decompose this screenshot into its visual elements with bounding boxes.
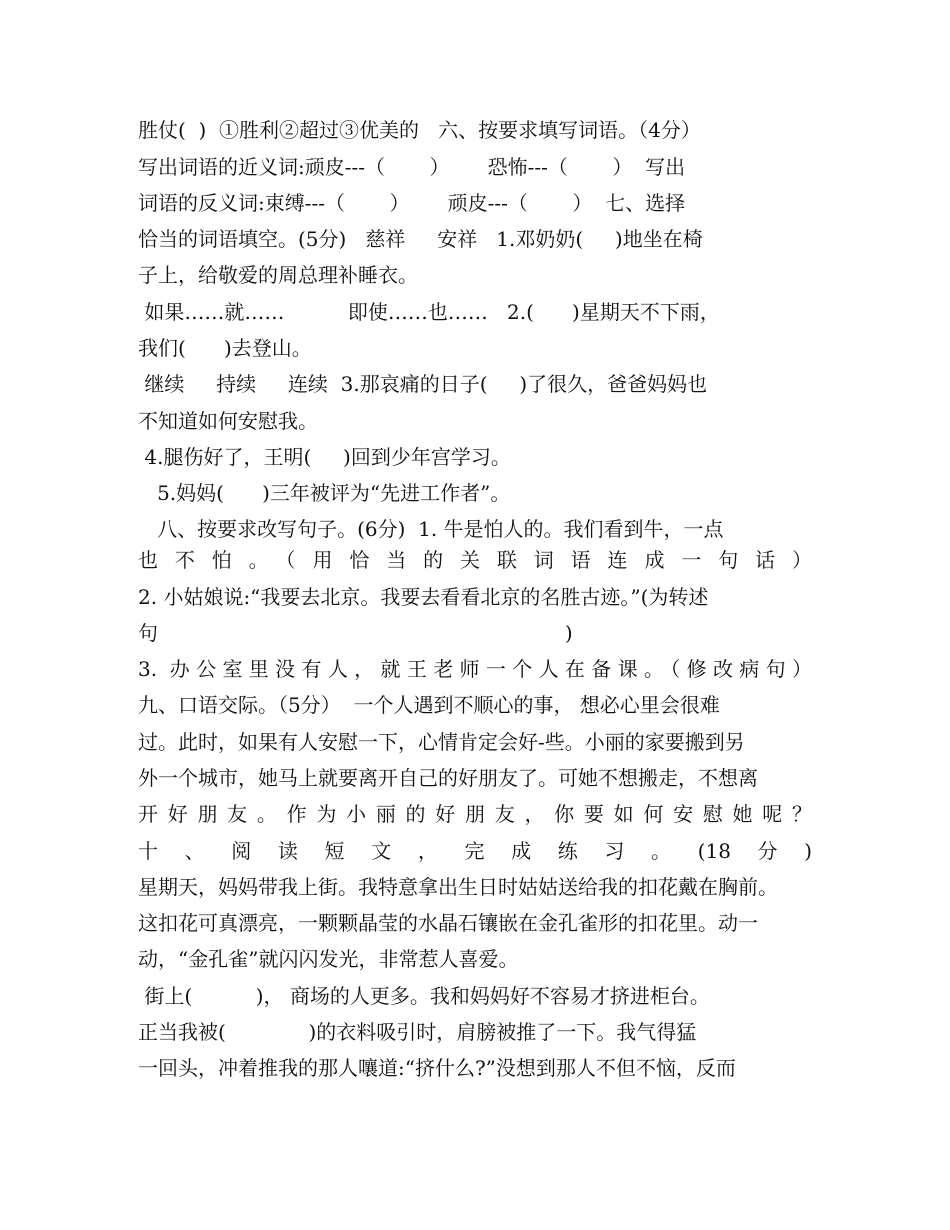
text-line: 十、阅读短文，完成练习。(18分) [138, 839, 812, 863]
text-line: 如果……就…… 即使……也…… 2.( )星期天不下雨， [138, 300, 720, 324]
text-line: 这扣花可真漂亮，一颗颗晶莹的水晶石镶嵌在金孔雀形的扣花里。动一 [138, 911, 758, 935]
text-line: 5.妈妈( )三年被评为“先进工作者”。 [138, 481, 511, 505]
text-line: 胜仗( ) ①胜利②超过③优美的 六、按要求填写词语。（4分） [138, 118, 701, 142]
text-line: 正当我被( )的衣料吸引时，肩膀被推了一下。我气得猛 [138, 1020, 697, 1044]
text-line: 恰当的词语填空。(5分) 慈祥 安祥 1.邓奶奶( )地坐在椅 [138, 227, 703, 251]
text-line: 不知道如何安慰我。 [138, 409, 318, 433]
text-line: 外一个城市，她马上就要离开自己的好朋友了。可她不想搬走，不想离 [138, 766, 758, 790]
text-line: 一回头，冲着推我的那人嚷道:“挤什么?”没想到那人不但不恼，反而 [138, 1056, 736, 1080]
text-line: 句 ) [138, 621, 573, 645]
text-line: 4.腿伤好了，王明( )回到少年宫学习。 [138, 445, 511, 469]
text-line: 也不怕。（用恰当的关联词语连成一句话） [138, 548, 812, 572]
text-line: 子上，给敬爱的周总理补睡衣。 [138, 263, 418, 287]
text-line: 动，“金孔雀”就闪闪发光，非常惹人喜爱。 [138, 947, 519, 971]
text-line: 开好朋友。作为小丽的好朋友，你要如何安慰她呢？ [138, 802, 812, 826]
text-line: 继续 持续 连续 3.那哀痛的日子( )了很久，爸爸妈妈也 [138, 372, 708, 396]
text-line: 我们( )去登山。 [138, 336, 312, 360]
text-line: 过。此时，如果有人安慰一下，心情肯定会好-些。小丽的家要搬到另 [138, 730, 745, 754]
text-line: 写出词语的近义词:顽皮---（ ） 恐怖---（ ） 写出 [138, 155, 686, 179]
text-line: 词语的反义词:束缚---（ ） 顽皮---（ ） 七、选择 [138, 191, 686, 215]
text-line: 八、按要求改写句子。(6分) 1. 牛是怕人的。我们看到牛，一点 [138, 517, 724, 541]
text-line: 3. 办公室里没有人，就王老师一个人在备课。（修改病句） [138, 657, 812, 681]
text-line: 九、口语交际。（5分） 一个人遇到不顺心的事， 想必心里会很难 [138, 693, 720, 717]
text-line: 星期天，妈妈带我上街。我特意拿出生日时姑姑送给我的扣花戴在胸前。 [138, 875, 778, 899]
text-line: 街上( )， 商场的人更多。我和妈妈好不容易才挤进柜台。 [138, 984, 710, 1008]
text-line: 2. 小姑娘说:“我要去北京。我要去看看北京的名胜古迹。”(为转述 [138, 585, 709, 609]
